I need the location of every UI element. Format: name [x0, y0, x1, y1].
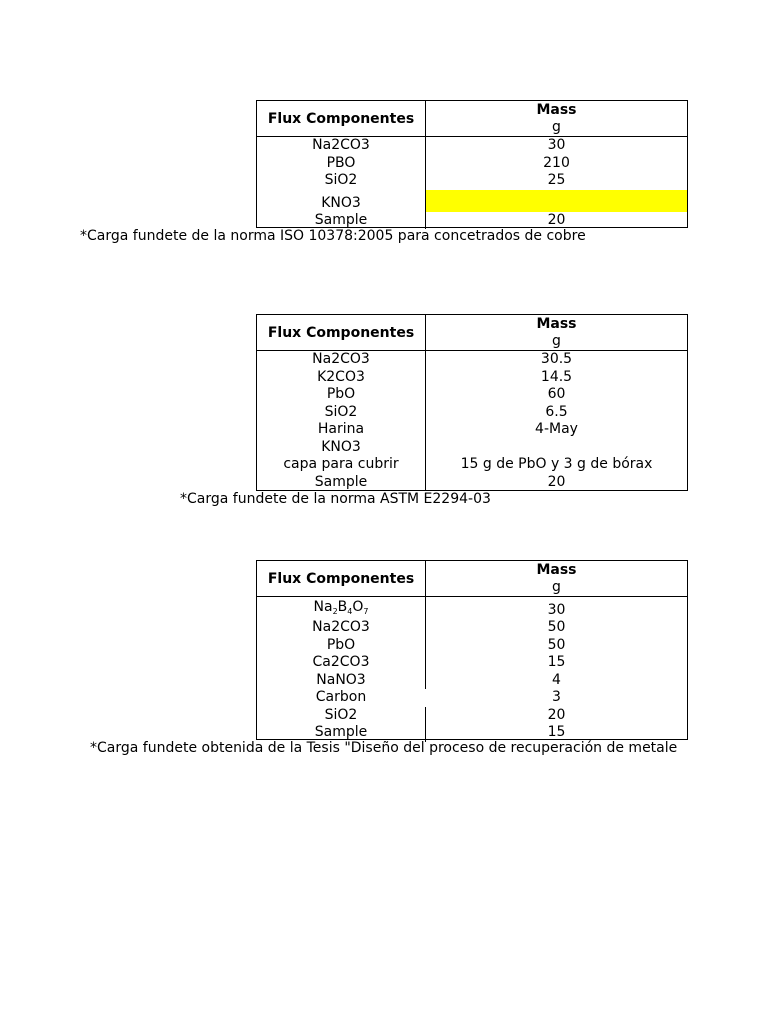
- component-cell: KNO3: [257, 439, 426, 457]
- mass-cell: 14.5: [540, 368, 573, 385]
- table-row: [257, 672, 687, 690]
- table-row: [257, 597, 687, 619]
- formula-sub-7: 7: [363, 607, 369, 616]
- mass-cell: [426, 439, 687, 457]
- table-row: [257, 421, 687, 439]
- mass-cell: 15: [547, 724, 566, 740]
- table-row: [257, 619, 687, 637]
- component-cell: KNO3: [257, 190, 426, 212]
- component-cell: Na2CO3: [257, 137, 426, 155]
- mass-cell: 4: [552, 671, 561, 688]
- table-row: [257, 654, 687, 672]
- mass-cell: 20: [547, 211, 566, 228]
- mass-cell: 25: [547, 172, 566, 188]
- component-cell: SiO2: [257, 404, 426, 422]
- table-row: [257, 404, 687, 422]
- mass-cell: 15: [547, 654, 566, 670]
- table-row: [257, 689, 687, 707]
- component-cell: Sample: [257, 212, 426, 230]
- flux-table-2: [256, 314, 688, 491]
- component-cell: Carbon: [315, 689, 367, 705]
- table-row: [257, 386, 687, 404]
- mass-cell: 210: [543, 154, 570, 171]
- component-cell-borax-formula: [257, 597, 426, 619]
- component-cell: SiO2: [257, 172, 426, 190]
- component-cell: Ca2CO3: [257, 654, 426, 672]
- component-cell: PbO: [257, 637, 426, 655]
- table-header: [257, 101, 687, 137]
- header-mass-unit: g: [552, 332, 561, 349]
- formula-sub-2: 2: [332, 607, 338, 616]
- header-component: Flux Componentes: [257, 315, 426, 350]
- formula-sub-4: 4: [347, 607, 353, 616]
- header-mass: [426, 561, 687, 596]
- table-row: [257, 637, 687, 655]
- component-cell: SiO2: [257, 707, 426, 725]
- mass-cell: 30: [547, 137, 566, 153]
- table-header: [257, 561, 687, 597]
- component-cell: NaNO3: [257, 672, 426, 690]
- formula-na: Na: [313, 599, 333, 615]
- component-cell: PBO: [257, 155, 426, 173]
- header-mass-unit: g: [552, 118, 561, 135]
- mass-cell: 20: [547, 706, 566, 723]
- table-row: [257, 172, 687, 190]
- mass-cell: 15 g de PbO y 3 g de bórax: [460, 456, 653, 472]
- flux-table-1: [256, 100, 688, 228]
- component-cell: capa para cubrir: [257, 456, 426, 474]
- mass-cell: 50: [547, 636, 566, 653]
- mass-cell: 4-May: [535, 421, 578, 437]
- table-row: [257, 724, 687, 742]
- header-mass: [426, 315, 687, 350]
- header-mass-label: Mass: [536, 315, 577, 332]
- table-row: [257, 439, 687, 457]
- table-row: [257, 474, 687, 492]
- table-2-note: *Carga fundete de la norma ASTM E2294-03: [180, 491, 491, 507]
- table-row: [257, 137, 687, 155]
- component-cell: PbO: [257, 386, 426, 404]
- component-cell: Harina: [257, 421, 426, 439]
- highlighted-mass-cell: [426, 190, 687, 212]
- table-row: [257, 155, 687, 173]
- flux-table-3: [256, 560, 688, 740]
- component-cell: Na2CO3: [257, 619, 426, 637]
- component-cell: Sample: [257, 724, 426, 742]
- table-1-note: *Carga fundete de la norma ISO 10378:2005 para concetrados de cobre: [80, 228, 586, 244]
- component-cell: Na2CO3: [257, 351, 426, 369]
- mass-cell: 3: [552, 689, 561, 705]
- formula-o: O: [352, 599, 364, 615]
- header-component: Flux Componentes: [257, 101, 426, 136]
- table-row: [257, 212, 687, 230]
- formula-b: B: [337, 599, 348, 615]
- component-cell: Sample: [257, 474, 426, 492]
- mass-cell: 6.5: [545, 403, 568, 420]
- mass-cell: 20: [547, 473, 566, 490]
- table-row: [257, 351, 687, 369]
- mass-cell: 60: [547, 386, 566, 402]
- table-row: [257, 369, 687, 387]
- mass-cell: 30.5: [540, 351, 573, 367]
- mass-cell: 50: [547, 619, 566, 635]
- header-component: Flux Componentes: [257, 561, 426, 596]
- table-3-note: *Carga fundete obtenida de la Tesis "Diseño del proceso de recuperación de metale: [90, 740, 678, 756]
- table-header: [257, 315, 687, 351]
- header-mass-label: Mass: [536, 561, 577, 578]
- component-cell: K2CO3: [257, 369, 426, 387]
- mass-cell: 30: [547, 602, 566, 618]
- header-mass: [426, 101, 687, 136]
- table-row: [257, 456, 687, 474]
- header-mass-label: Mass: [536, 101, 577, 118]
- header-mass-unit: g: [552, 578, 561, 595]
- table-row: [257, 707, 687, 725]
- table-row: [257, 190, 687, 212]
